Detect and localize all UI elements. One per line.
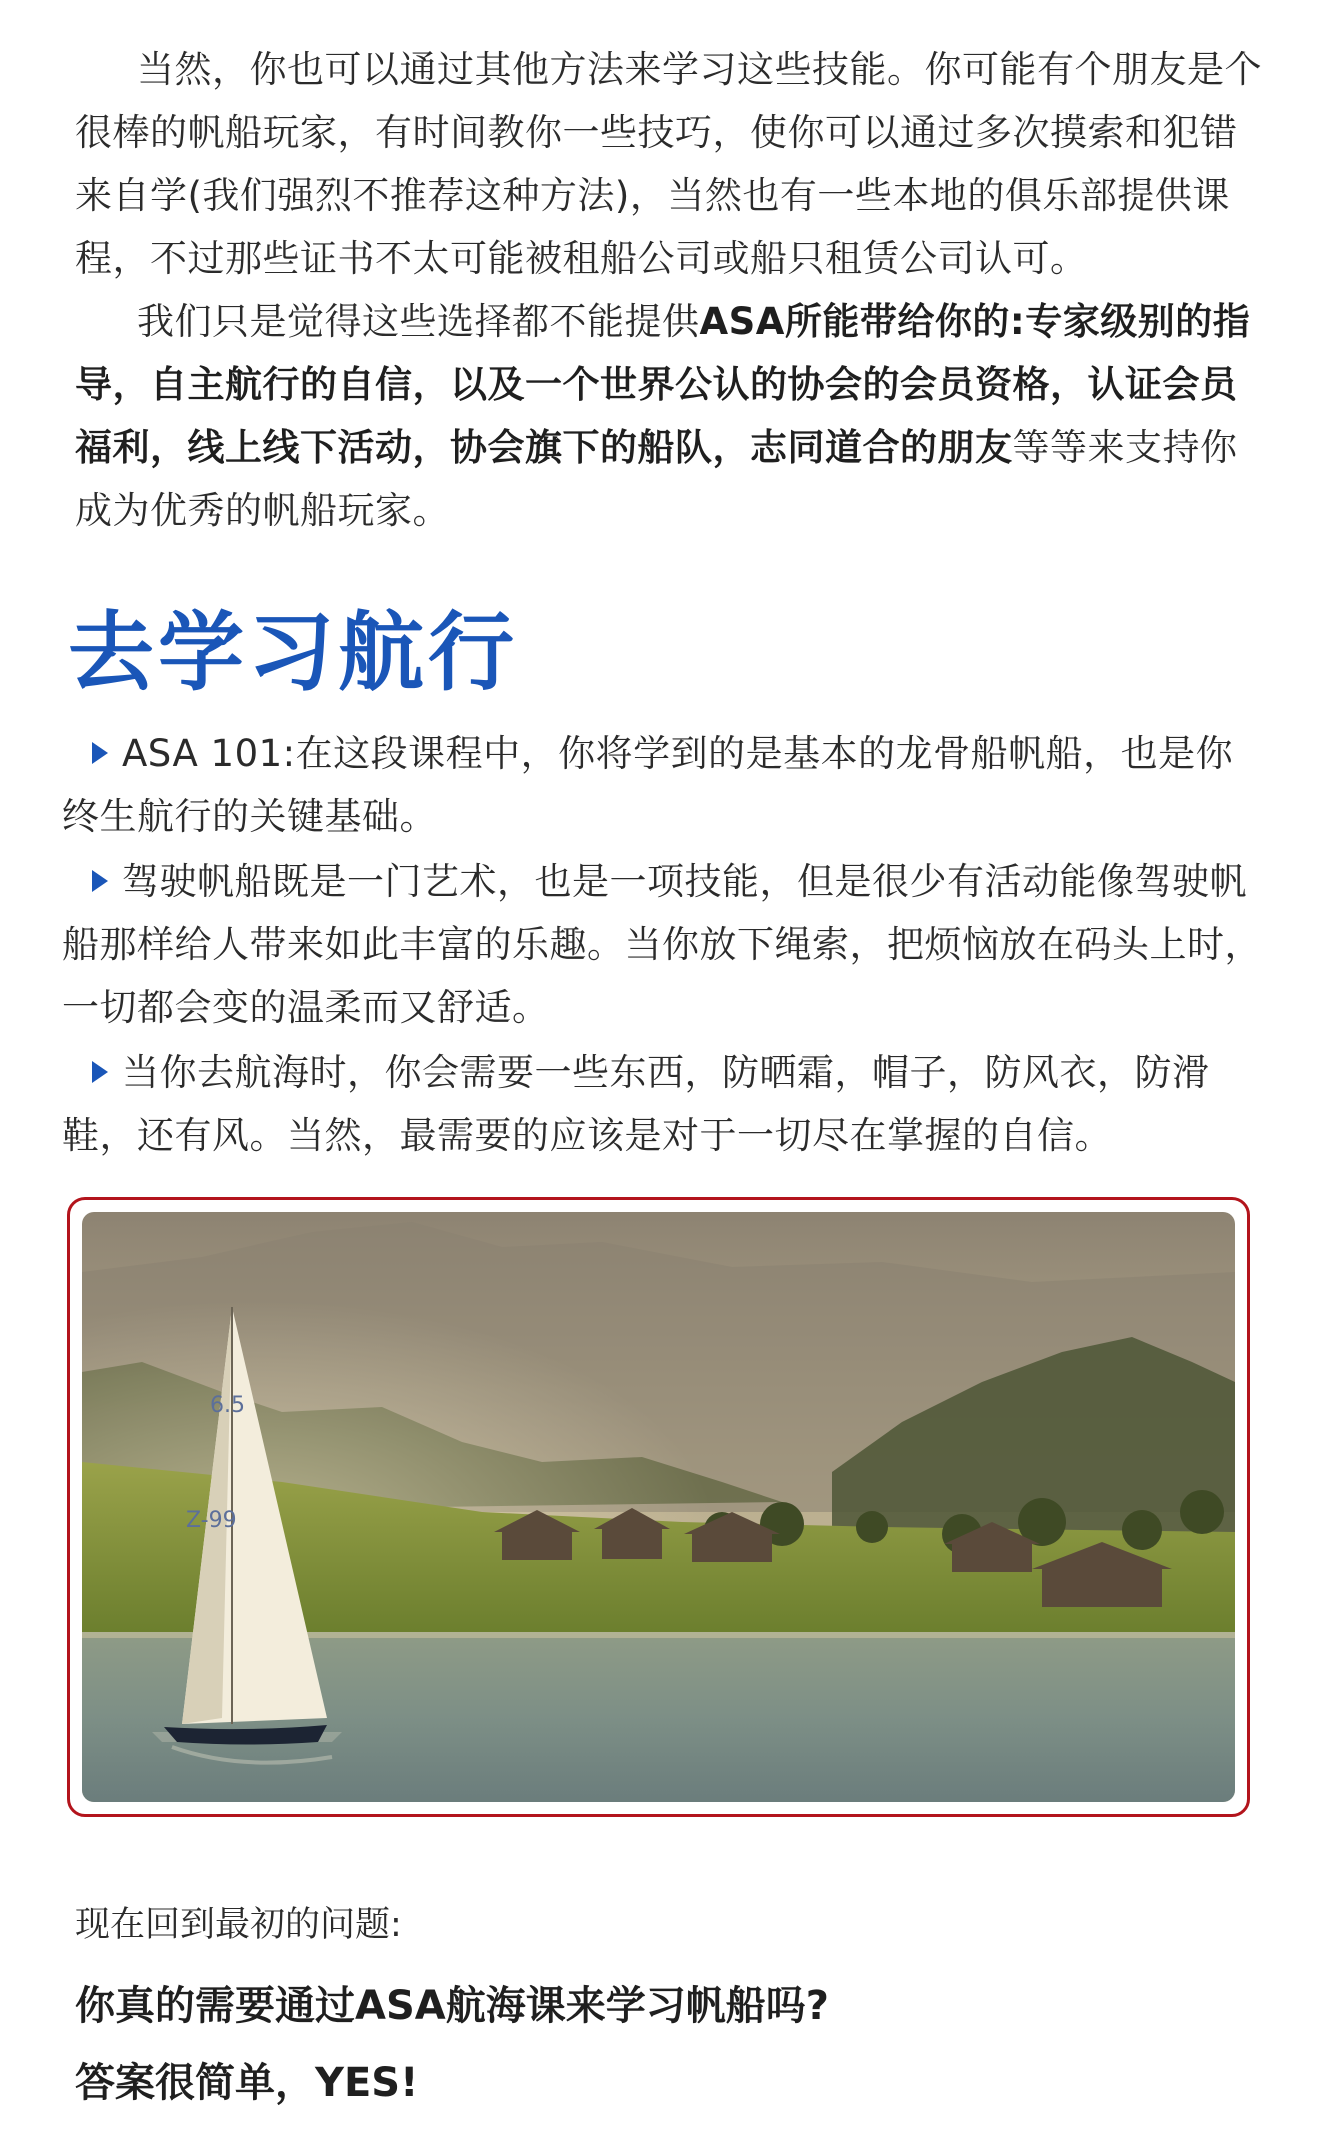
triangle-bullet-icon: [92, 1061, 108, 1083]
sailboat-lake-illustration: [82, 1212, 1235, 1802]
answer-text: 答案很简单，YES!: [75, 2060, 419, 2106]
bullet-item: [62, 850, 1267, 1039]
bullet-item: [62, 1041, 1267, 1167]
question-text: 你真的需要通过ASA航海课来学习帆船吗?: [75, 1983, 829, 2029]
section-heading: 去学习航行: [68, 603, 518, 703]
paragraph-asa-benefits: [75, 290, 1265, 542]
triangle-bullet-icon: [92, 870, 108, 892]
bullet-text: 当你去航海时，你会需要一些东西，防晒霜，帽子，防风衣，防滑鞋，还有风。当然，最需要的应该是对于一切尽在掌握的自信。: [62, 1051, 1210, 1157]
paragraph-alternatives: 当然，你也可以通过其他方法来学习这些技能。你可能有个朋友是个很棒的帆船玩家，有时间教你一些技巧，使你可以通过多次摸索和犯错来自学(我们强烈不推荐这种方法)，当然也有一些本地的俱乐部提供课程，不过那些证书不太可能被租船公司或船只租赁公司认可。: [75, 48, 1262, 280]
photo-frame: [67, 1197, 1250, 1817]
paragraph-tail: 等等来支持你成为优秀的帆船玩家。: [75, 426, 1238, 532]
sail-number: 6.5: [210, 1393, 245, 1418]
sail-number: Z-99: [186, 1508, 237, 1533]
sailboat-lake-photo: [82, 1212, 1235, 1802]
bullet-item: [62, 722, 1267, 848]
bullet-text: ASA 101:在这段课程中，你将学到的是基本的龙骨船帆船，也是你终生航行的关键基础。: [62, 732, 1234, 838]
paragraph-lead: 我们只是觉得这些选择都不能提供: [137, 300, 700, 343]
question-intro: 现在回到最初的问题:: [75, 1905, 402, 1945]
paragraph-bold-benefits: ASA所能带给你的:专家级别的指导，自主航行的自信，以及一个世界公认的协会的会员资格，认证会员福利，线上线下活动，协会旗下的船队，志同道合的朋友: [75, 300, 1251, 469]
triangle-bullet-icon: [92, 742, 108, 764]
bullet-text: 驾驶帆船既是一门艺术，也是一项技能，但是很少有活动能像驾驶帆船那样给人带来如此丰富的乐趣。当你放下绳索，把烦恼放在码头上时，一切都会变的温柔而又舒适。: [62, 860, 1262, 1029]
